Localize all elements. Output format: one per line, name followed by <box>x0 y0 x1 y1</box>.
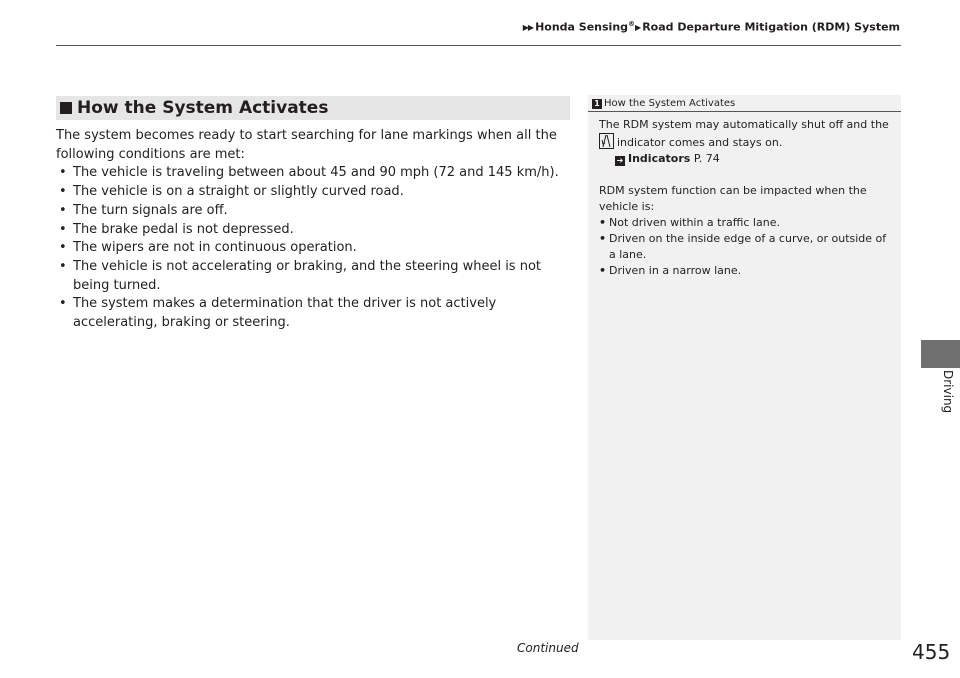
cross-reference[interactable] <box>599 151 893 167</box>
sidebar-paragraph-2: RDM system function can be impacted when the vehicle is: <box>599 184 867 213</box>
section-title: How the System Activates <box>77 98 329 118</box>
section-heading <box>56 96 570 120</box>
page-number: 455 <box>912 640 951 664</box>
reference-page[interactable]: P. 74 <box>693 152 720 165</box>
continued-label: Continued <box>517 641 579 655</box>
breadcrumb-part1: Honda Sensing <box>535 20 629 34</box>
list-item: • The vehicle is not accelerating or braking, and the steering wheel is not being turned. <box>56 258 566 295</box>
sidebar-text: The RDM system may automatically shut off and the <box>599 118 889 131</box>
double-arrow-icon: ▶▶ <box>522 22 534 32</box>
chapter-tab <box>921 340 960 368</box>
sidebar-body <box>588 112 901 279</box>
list-item: • Not driven within a traffic lane. <box>599 215 893 231</box>
list-item: • The wipers are not in continuous operation. <box>56 239 566 258</box>
list-item: • Driven on the inside edge of a curve, or outside of a lane. <box>599 231 893 263</box>
rdm-indicator-icon <box>599 133 614 149</box>
main-content <box>56 127 566 333</box>
breadcrumb <box>0 20 900 34</box>
sidebar-note <box>588 95 901 640</box>
registered-mark: ® <box>628 20 636 28</box>
note-number-badge: 1 <box>592 99 602 109</box>
conditions-list <box>56 164 566 332</box>
sidebar-heading <box>588 95 901 112</box>
list-item: • The vehicle is on a straight or slightly curved road. <box>56 183 566 202</box>
list-item: • Driven in a narrow lane. <box>599 263 893 279</box>
arrow-icon: ▶ <box>635 22 641 32</box>
chapter-tab-label: Driving <box>941 370 955 414</box>
list-item: • The brake pedal is not depressed. <box>56 221 566 240</box>
reference-arrow-icon: ➔ <box>616 156 624 165</box>
sidebar-text: indicator comes and stays on. <box>617 136 783 149</box>
sidebar-list <box>599 215 893 279</box>
sidebar-paragraph-1 <box>599 117 893 151</box>
list-item: • The turn signals are off. <box>56 202 566 221</box>
header-divider <box>56 45 901 46</box>
intro-paragraph: The system becomes ready to start searching for lane markings when all the following conditions are met: <box>56 128 557 162</box>
breadcrumb-part2: Road Departure Mitigation (RDM) System <box>642 20 900 34</box>
square-bullet-icon <box>60 102 72 114</box>
list-item: • The vehicle is traveling between about 45 and 90 mph (72 and 145 km/h). <box>56 164 566 183</box>
reference-label[interactable]: Indicators <box>628 152 691 165</box>
sidebar-heading-text: How the System Activates <box>604 98 736 109</box>
list-item: • The system makes a determination that the driver is not actively accelerating, braking or steering. <box>56 295 566 332</box>
